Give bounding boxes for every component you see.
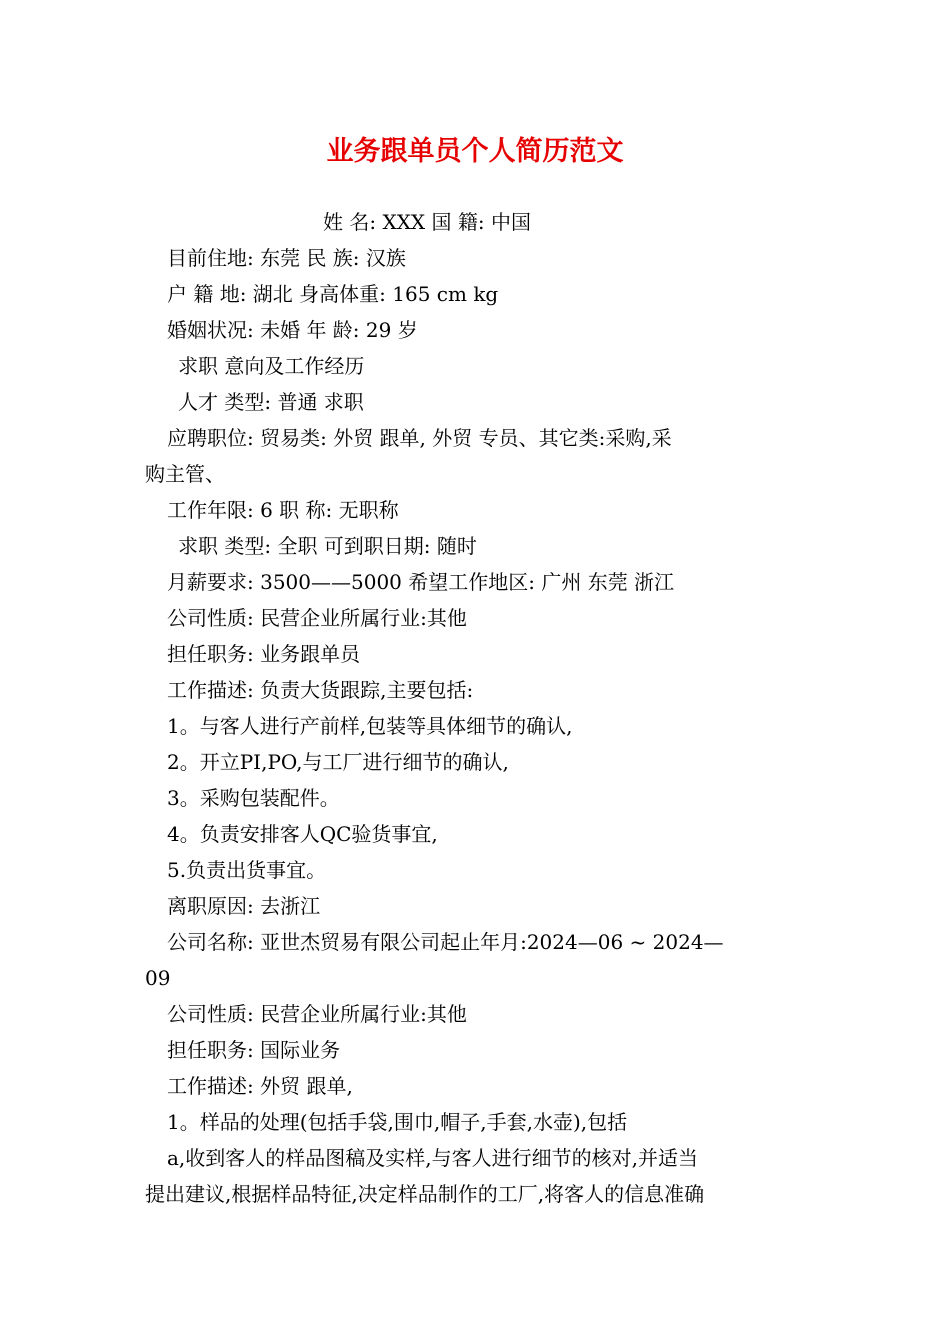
text-line: 提出建议,根据样品特征,决定样品制作的工厂,将客人的信息准确 (145, 1182, 705, 1206)
text-line: 09 (145, 966, 171, 990)
text-line: 工作描述: 负责大货跟踪,主要包括: (167, 678, 474, 702)
text-line: 人才 类型: 普通 求职 (178, 390, 364, 414)
text-line: 5.负责出货事宜。 (167, 858, 327, 882)
text-line: 求职 意向及工作经历 (178, 354, 365, 378)
text-line: 公司性质: 民营企业所属行业:其他 (167, 606, 467, 630)
text-line: 姓 名: XXX 国 籍: 中国 (323, 210, 531, 234)
document-body (145, 204, 810, 1212)
text-line: 2。开立PI,PO,与工厂进行细节的确认, (167, 750, 509, 774)
text-line: 户 籍 地: 湖北 身高体重: 165 cm kg (167, 282, 499, 306)
text-line: 1。与客人进行产前样,包装等具体细节的确认, (167, 714, 573, 738)
text-line: a,收到客人的样品图稿及实样,与客人进行细节的核对,并适当 (167, 1146, 698, 1170)
text-line: 目前住地: 东莞 民 族: 汉族 (167, 246, 406, 270)
document-title: 业务跟单员个人简历范文 (326, 136, 624, 167)
text-line: 工作描述: 外贸 跟单, (167, 1074, 353, 1098)
text-line: 担任职务: 业务跟单员 (167, 642, 361, 666)
text-line: 工作年限: 6 职 称: 无职称 (167, 498, 399, 522)
text-line: 购主管、 (145, 462, 225, 486)
text-line: 1。样品的处理(包括手袋,围巾,帽子,手套,水壶),包括 (167, 1110, 628, 1134)
text-line: 公司名称: 亚世杰贸易有限公司起止年月:2024—06 ~ 2024— (167, 930, 724, 954)
text-line: 公司性质: 民营企业所属行业:其他 (167, 1002, 467, 1026)
text-line: 月薪要求: 3500——5000 希望工作地区: 广州 东莞 浙江 (167, 570, 675, 594)
text-line: 3。采购包装配件。 (167, 786, 340, 810)
text-line: 离职原因: 去浙江 (167, 894, 321, 918)
text-line: 担任职务: 国际业务 (167, 1038, 341, 1062)
text-line: 求职 类型: 全职 可到职日期: 随时 (178, 534, 477, 558)
text-line: 婚姻状况: 未婚 年 龄: 29 岁 (167, 318, 418, 342)
text-line: 应聘职位: 贸易类: 外贸 跟单, 外贸 专员、其它类:采购,采 (167, 426, 672, 450)
text-line: 4。负责安排客人QC验货事宜, (167, 822, 438, 846)
